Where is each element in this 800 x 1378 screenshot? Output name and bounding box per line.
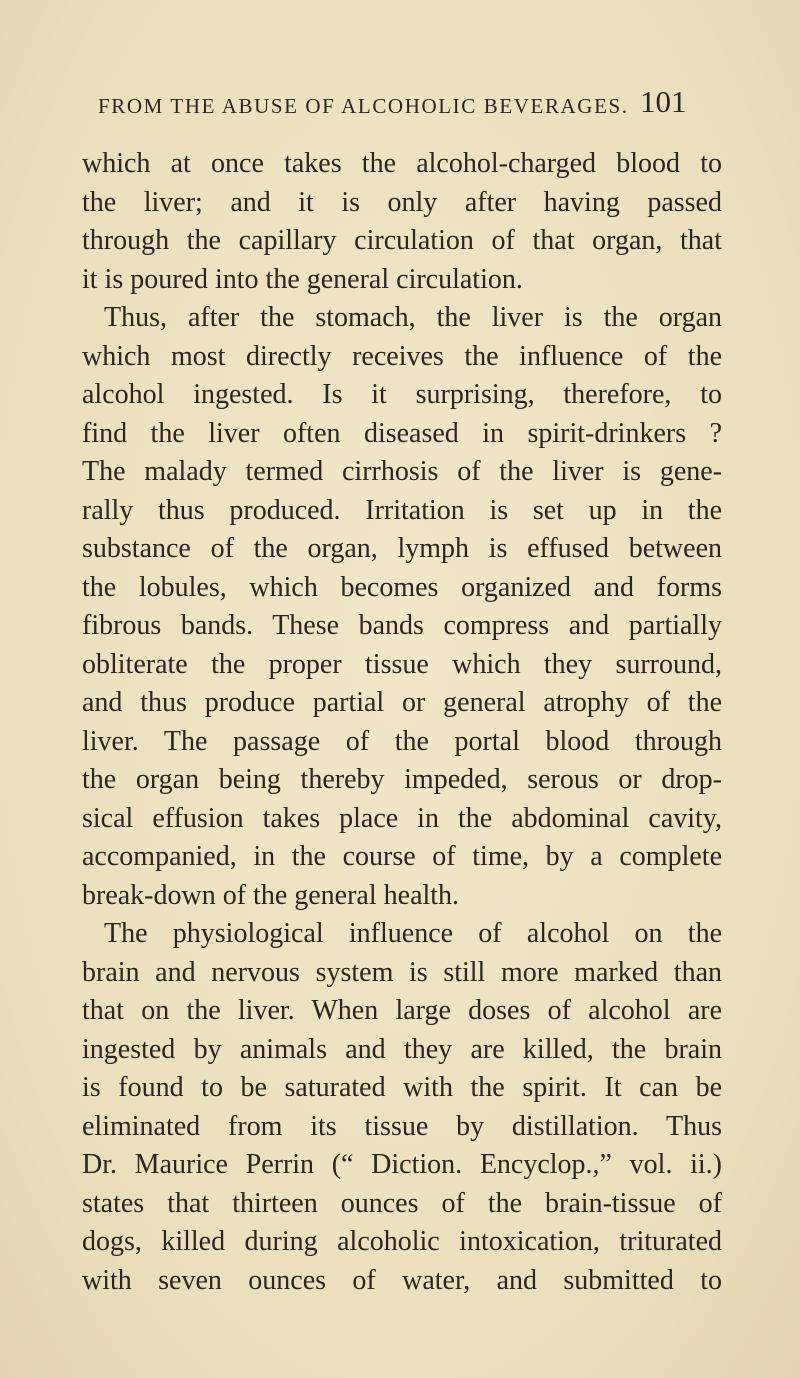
text-line: the liver; and it is only after having passed [82,186,722,218]
text-line: rally thus produced. Irritation is set up in the [82,494,722,526]
text-line: substance of the organ, lymph is effused between [82,533,722,564]
text-line: through the capillary circulation of that organ, that [82,225,722,256]
text-line: that on the liver. When large doses of alcohol are [82,995,722,1026]
text-line: The malady termed cirrhosis of the liver is gene- [82,456,722,487]
text-line: it is poured into the general circulation. [82,263,523,295]
text-line: states that thirteen ounces of the brain-tissue of [82,1187,722,1219]
text-line: The physiological influence of alcohol on the [104,918,722,949]
text-line: is found to be saturated with the spirit. It can be [82,1072,722,1103]
text-line: dogs, killed during alcoholic intoxication, triturated [82,1226,722,1257]
text-line: and thus produce partial or general atrophy of the [82,687,722,718]
text-line: find the liver often diseased in spirit-drinkers ? [82,417,722,449]
text-line: sical effusion takes place in the abdominal cavity, [82,802,722,834]
page-header [0,84,800,128]
text-line: brain and nervous system is still more marked than [82,956,722,988]
running-head: FROM THE ABUSE OF ALCOHOLIC BEVERAGES. [98,94,629,118]
text-line: the lobules, which becomes organized and forms [82,571,722,603]
text-line: which most directly receives the influence of the [82,340,722,372]
text-line: the organ being thereby impeded, serous or drop- [82,764,722,795]
text-line: eliminated from its tissue by distillation. Thus [82,1110,722,1142]
text-line: break-down of the general health. [82,879,460,911]
text-line: Dr. Maurice Perrin (“ Diction. Encyclop.,” vol. ii.) [82,1149,722,1180]
text-line: obliterate the proper tissue which they surround, [82,648,722,680]
text-line: fibrous bands. These bands compress and partially [82,610,722,641]
body-text [82,145,722,1300]
text-line: accompanied, in the course of time, by a complete [82,841,722,872]
text-line: Thus, after the stomach, the liver is the organ [104,302,722,333]
text-line: liver. The passage of the portal blood through [82,725,722,757]
text-line: ingested by animals and they are killed, the brain [82,1033,722,1065]
page-number: 101 [640,84,687,119]
text-line: with seven ounces of water, and submitted to [82,1264,722,1296]
text-line: which at once takes the alcohol-charged blood to [82,148,722,179]
text-line: alcohol ingested. Is it surprising, therefore, to [82,379,722,410]
